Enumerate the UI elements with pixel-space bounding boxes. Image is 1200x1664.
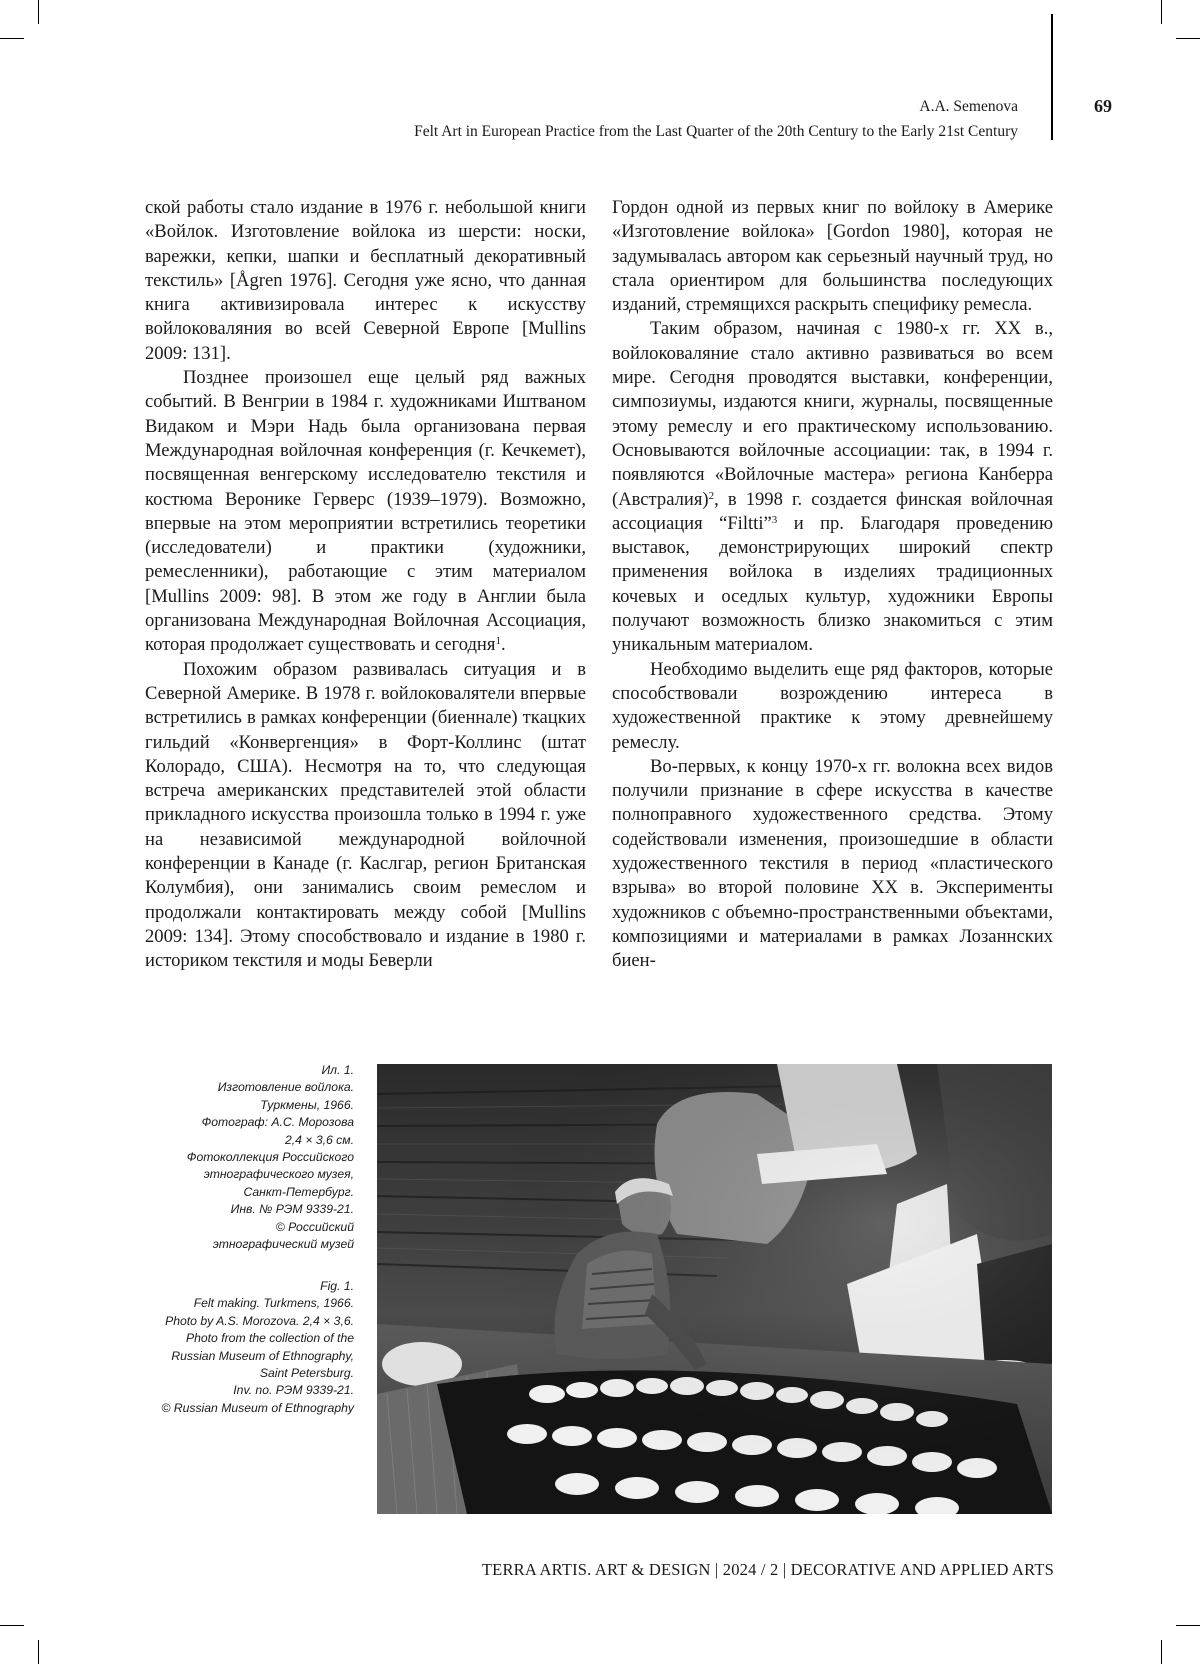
caption-line: Фотоколлекция Российского <box>186 1150 354 1165</box>
figure-caption-en <box>154 1278 354 1417</box>
footnote-ref[interactable]: 1 <box>495 635 501 648</box>
text-column-right <box>612 196 1053 974</box>
crop-mark <box>0 1625 24 1626</box>
caption-line: Изготовление войлока. <box>217 1080 354 1095</box>
crop-mark <box>38 0 39 24</box>
running-head-title: Felt Art in European Practice from the Last Quarter of the 20th Century to the Early 21st Century <box>414 123 1018 140</box>
caption-line: © Российский <box>275 1219 354 1234</box>
figure-caption-ru <box>154 1062 354 1253</box>
paragraph: Позднее произошел еще целый ряд важных событий. В Венгрии в 1984 г. художниками Иштваном Видаком и Мэри Надь была организована первая Международная войлочная конференция (г. Кечкемет), посвященная венгерскому исследователю текстиля и костюма Веронике Герверс (1939–1979). Возможно, впервые на этом мероприятии встретились теоретики (исследователи) и практики (художники, ремесленники), работающие с этим материалом [Mullins 2009: 98]. В этом же году в Англии была организована Международная Войлочная Ассоциация, которая продолжает существовать и сегодня$^1$. <box>145 367 586 656</box>
paragraph: Необходимо выделить еще ряд факторов, которые способствовали возрождению интереса в художественной практике к этому древнейшему ремеслу. <box>612 658 1053 753</box>
caption-line: Инв. № РЭМ 9339-21. <box>230 1202 354 1217</box>
text-column-left <box>145 196 586 974</box>
crop-mark <box>38 1640 39 1664</box>
running-head-author: A.A. Semenova <box>919 98 1018 115</box>
footnote-ref[interactable]: 3 <box>771 513 778 526</box>
caption-line: 2,4 × 3,6 см. <box>285 1132 354 1147</box>
caption-line: Ил. 1. <box>321 1063 354 1077</box>
paragraph: Во-первых, к концу 1970-х гг. волокна всех видов получили признание в сфере искусства в качестве полноправного художественного средства. Этому содействовали изменения, произошедшие в области художественного текстиля в период «пластического взрыва» во второй половине XX в. Эксперименты художников с объемно-пространственными объектами, композициями и материалами в рамках Лозаннских биен- <box>612 755 1053 972</box>
journal-footer: TERRA ARTIS. ART & DESIGN | 2024 / 2 | DECORATIVE AND APPLIED ARTS <box>481 1560 1054 1579</box>
crop-mark <box>1176 38 1200 39</box>
caption-line: Photo by A.S. Morozova. 2,4 × 3,6. <box>165 1313 354 1328</box>
paragraph: ской работы стало издание в 1976 г. небольшой книги «Войлок. Изготовление войлока из шерсти: носки, варежки, кепки, шапки и бесплатный декоративный текстиль» [Ågren 1976]. Сегодня уже ясно, что данная книга активизировала интерес к искусству войлоковаляния во всей Северной Европе [Mullins 2009: 131]. <box>145 197 586 364</box>
paragraph: Гордон одной из первых книг по войлоку в Америке «Изготовление войлока» [Gordon 1980], которая не задумывалась автором как серьезный научный труд, но стала ориентиром для большинства последующих изданий, стремящихся раскрыть специфику ремесла. <box>612 197 1053 316</box>
caption-line: Photo from the collection of the <box>185 1331 354 1346</box>
crop-mark <box>1161 0 1162 24</box>
caption-line: Санкт-Петербург. <box>243 1184 354 1199</box>
crop-mark <box>1176 1625 1200 1626</box>
page-number: 69 <box>1094 96 1112 116</box>
caption-line: Felt making. Turkmens, 1966. <box>193 1296 354 1311</box>
caption-line: этнографический музей <box>212 1237 354 1252</box>
paragraph: Похожим образом развивалась ситуация и в Северной Америке. В 1978 г. войлоковалятели впервые встретились в рамках конференции (биеннале) ткацких гильдий «Конвергенция» в Форт-Коллинс (штат Колорадо, США). Несмотря на то, что следующая встреча американских представителей этой области прикладного искусства произошла только в 1994 г. уже на независимой международной войлочной конференции в Канаде (г. Каслгар, регион Британская Колумбия), они занимались своим ремеслом и продолжали контактировать между собой [Mullins 2009: 134]. Этому способствовало и издание в 1980 г. историком текстиля и моды Беверли <box>145 658 586 972</box>
crop-mark <box>1161 1640 1162 1664</box>
caption-line: Inv. no. РЭМ 9339-21. <box>233 1383 354 1398</box>
caption-line: Saint Petersburg. <box>259 1366 354 1381</box>
paragraph: Таким образом, начиная с 1980-х гг. XX в., войлоковаляние стало активно развиваться во всем мире. Сегодня проводятся выставки, конференции, симпозиумы, издаются книги, журналы, посвященные этому ремеслу и его практическому использованию. Основываются войлочные ассоциации: так, в 1994 г. появляются «Войлочные мастера» региона Канберра (Австралия)$^2$, в 1998 г. создается финская войлочная ассоциация “Filtti”$^3$ и пр. Благодаря проведению выставок, демонстрирующих широкий спектр применения войлока в изделиях традиционных кочевых и оседлых культур, художники Европы получают возможность близко знакомиться с этим уникальным материалом. <box>612 318 1053 656</box>
caption-line: Туркмены, 1966. <box>260 1097 354 1112</box>
felt-making-photo <box>377 1064 1052 1514</box>
header-divider <box>1051 14 1053 140</box>
crop-mark <box>0 38 24 39</box>
caption-line: Фотограф: А.С. Морозова <box>201 1115 354 1130</box>
caption-line: Russian Museum of Ethnography, <box>171 1348 354 1363</box>
caption-line: этнографического музея, <box>203 1167 354 1182</box>
caption-line: Fig. 1. <box>320 1279 354 1293</box>
caption-line: © Russian Museum of Ethnography <box>161 1400 354 1415</box>
footnote-ref[interactable]: 2 <box>708 489 715 502</box>
